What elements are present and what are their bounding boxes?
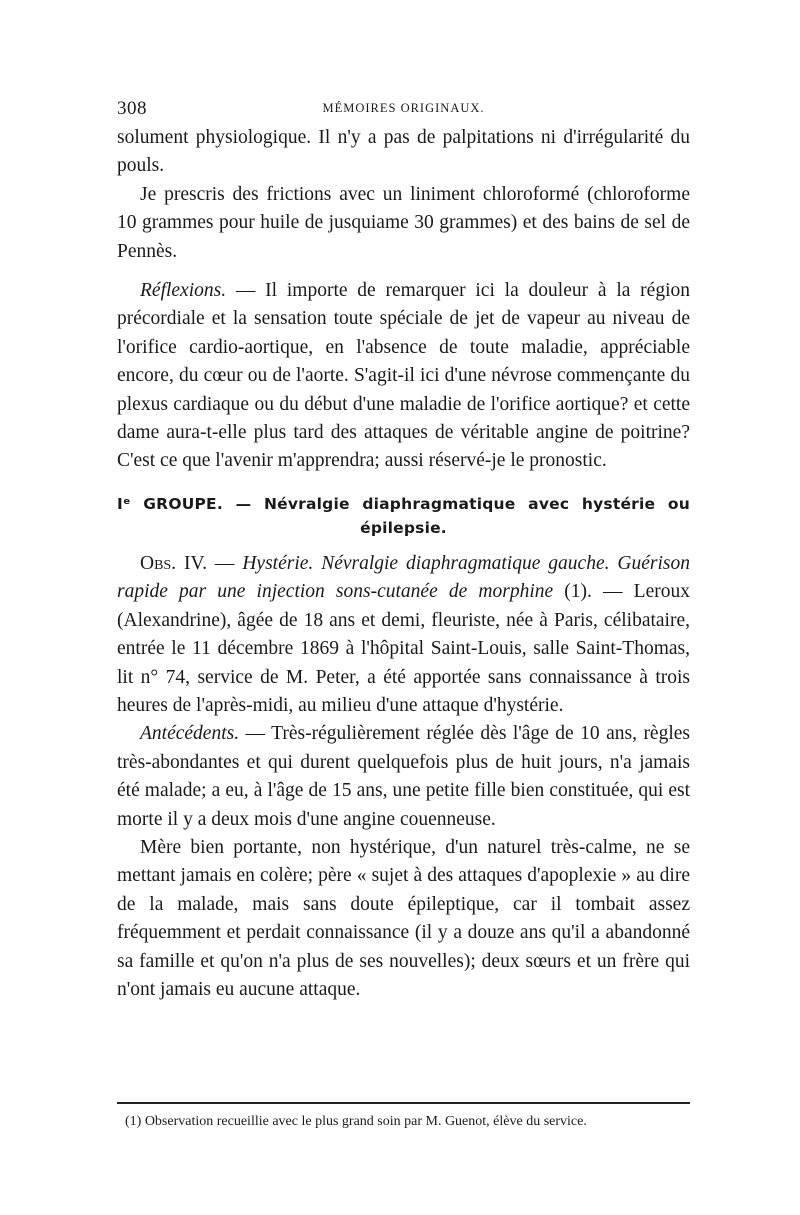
footnote [117, 1112, 690, 1132]
footnote-text: (1) Observation recueillie avec le plus grand soin par M. Guenot, élève du service. [125, 1114, 587, 1129]
spacer [117, 266, 690, 277]
observation-label: Obs. IV. [140, 552, 207, 574]
reflexions-text: — Il importe de remarquer ici la douleur à la région précordiale et la sensation toute spéciale de jet de vapeur au niveau de l'orifice cardio-aortique, en l'absence de toute maladie, appréciable encore, du cœur ou de l'aorte. S'agit-il ici d'une névrose commençante du plexus cardiaque ou du début d'une maladie de l'orifice aortique? et cette dame aura-t-elle plus tard des attaques de véritable angine de poitrine? C'est ce que l'avenir m'apprendra; aussi réservé-je le pronostic. [117, 280, 690, 472]
main-text [117, 124, 690, 1004]
paragraph-antecedents [117, 720, 690, 834]
reflexions-label: Réflexions. [140, 280, 227, 302]
group-heading [117, 492, 690, 540]
antecedents-text: — Très-régulièrement réglée dès l'âge de 10 ans, règles très-abondantes et qui durent quelquefois plus de huit jours, n'a jamais été malade; a eu, à l'âge de 15 ans, une petite fille bien constituée, qui est morte il y a deux mois d'une angine couenneuse. [117, 723, 690, 830]
running-head [117, 98, 690, 118]
group-heading-line1: Iᵉ GROUPE. — Névralgie diaphragmatique avec hystérie ou [117, 494, 690, 513]
group-heading-line2: épilepsie. [360, 518, 447, 537]
observation-text: (1). — Leroux (Alexandrine), âgée de 18 ans et demi, fleuriste, née à Paris, célibataire, entrée le 11 décembre 1869 à l'hôpital Saint-Louis, salle Saint-Thomas, lit n° 74, service de M. Peter, a été apportée sans connaissance à trois heures de l'après-midi, au milieu d'une attaque d'hystérie. [117, 581, 690, 716]
paragraph-family: Mère bien portante, non hystérique, d'un naturel très-calme, ne se mettant jamais en colère; père « sujet à des attaques d'apoplexie » au dire de la malade, mais sans doute épileptique, car il tombait assez fréquemment et perdait connaissance (il y a douze ans qu'il a abandonné sa famille et qu'on n'a plus de ses nouvelles); deux sœurs et un frère qui n'ont jamais eu aucune attaque. [117, 836, 690, 1000]
observation-dash: — [206, 552, 243, 574]
page-number: 308 [117, 98, 147, 119]
paragraph-observation [117, 550, 690, 720]
observation-title: Hystérie. Névralgie diaphragmatique gauche. Guérison rapide par une injection sons-cutanée de morphine [117, 552, 690, 603]
paragraph-reflexions [117, 277, 690, 476]
footnote-divider [117, 1102, 690, 1104]
antecedents-label: Antécédents. [140, 723, 240, 745]
paragraph-prescription: Je prescris des frictions avec un liniment chloroformé (chloroforme 10 grammes pour huile de jusquiame 30 grammes) et des bains de sel de Pennès. [117, 183, 690, 262]
running-title: MÉMOIRES ORIGINAUX. [322, 101, 485, 115]
paragraph-continuation: solument physiologique. Il n'y a pas de palpitations ni d'irrégularité du pouls. [117, 127, 690, 177]
